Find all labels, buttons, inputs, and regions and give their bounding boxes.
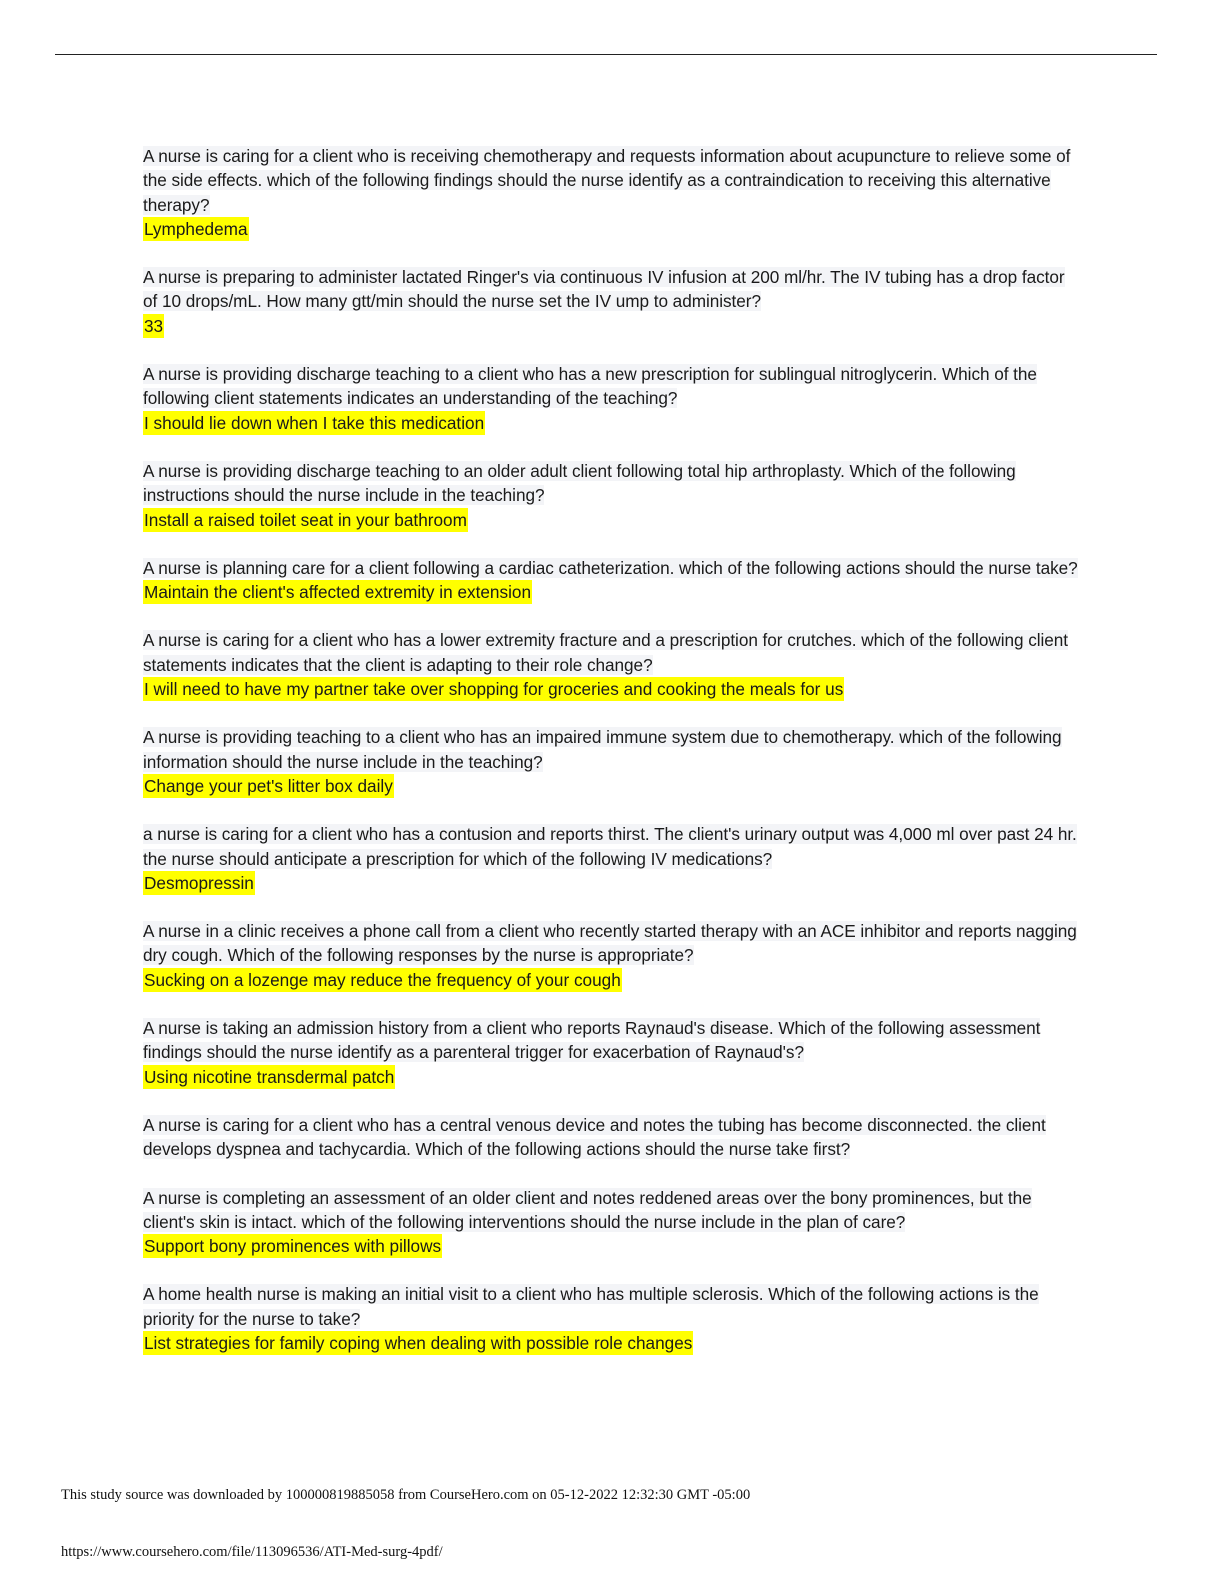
question-list bbox=[143, 144, 1078, 1379]
qa-item bbox=[143, 362, 1078, 435]
qa-item bbox=[143, 822, 1078, 895]
answer-highlight: Maintain the client's affected extremity in extension bbox=[143, 580, 532, 604]
source-url: https://www.coursehero.com/file/113096536/ATI-Med-surg-4pdf/ bbox=[61, 1544, 443, 1560]
download-source-notice: This study source was downloaded by 100000819885058 from CourseHero.com on 05-12-2022 12:32:30 GMT -05:00 bbox=[61, 1487, 751, 1503]
qa-item bbox=[143, 1113, 1078, 1162]
question-text: A nurse in a clinic receives a phone call from a client who recently started therapy with an ACE inhibitor and reports nagging dry cough. Which of the following responses by the nurse is appropriate? bbox=[143, 921, 1077, 966]
answer-highlight: Sucking on a lozenge may reduce the frequency of your cough bbox=[143, 968, 622, 992]
question-text: A nurse is completing an assessment of an older client and notes reddened areas over the bony prominences, but the client's skin is intact. which of the following interventions should the nurse include in the plan of care? bbox=[143, 1187, 1032, 1232]
qa-item bbox=[143, 919, 1078, 992]
question-text: A nurse is providing discharge teaching to a client who has a new prescription for sublingual nitroglycerin. Which of the following client statements indicates an understanding of the teaching? bbox=[143, 364, 1037, 409]
question-text: A nurse is caring for a client who has a central venous device and notes the tubing has become disconnected. the client develops dyspnea and tachycardia. Which of the following actions should the nurse take first? bbox=[143, 1114, 1046, 1160]
top-rule bbox=[55, 54, 1157, 55]
answer-highlight: Lymphedema bbox=[143, 217, 249, 241]
answer-highlight: I should lie down when I take this medication bbox=[143, 411, 485, 435]
qa-item bbox=[143, 459, 1078, 532]
qa-item bbox=[143, 1016, 1078, 1089]
qa-item bbox=[143, 628, 1078, 701]
question-text: A nurse is providing discharge teaching to an older adult client following total hip arthroplasty. Which of the following instructions should the nurse include in the teaching? bbox=[143, 460, 1016, 506]
answer-highlight: Using nicotine transdermal patch bbox=[143, 1065, 395, 1089]
answer-highlight: I will need to have my partner take over shopping for groceries and cooking the meals for us bbox=[143, 677, 844, 701]
answer-highlight: Change your pet's litter box daily bbox=[143, 774, 394, 798]
question-text: A nurse is caring for a client who is receiving chemotherapy and requests information about acupuncture to relieve some of the side effects. which of the following findings should the nurse identify as a contraindication to receiving this alternative therapy? bbox=[143, 146, 1071, 215]
question-text: A home health nurse is making an initial visit to a client who has multiple sclerosis. Which of the following actions is the priority for the nurse to take? bbox=[143, 1284, 1039, 1329]
qa-item bbox=[143, 556, 1078, 605]
answer-highlight: Desmopressin bbox=[143, 871, 255, 895]
qa-item bbox=[143, 265, 1078, 338]
qa-item bbox=[143, 1186, 1078, 1259]
qa-item bbox=[143, 144, 1078, 241]
question-text: A nurse is planning care for a client following a cardiac catheterization. which of the following actions should the nurse take? bbox=[143, 557, 1078, 578]
answer-highlight: List strategies for family coping when dealing with possible role changes bbox=[143, 1331, 693, 1355]
question-text: A nurse is preparing to administer lactated Ringer's via continuous IV infusion at 200 ml/hr. The IV tubing has a drop factor of 10 drops/mL. How many gtt/min should the nurse set the IV ump to administer? bbox=[143, 267, 1065, 312]
answer-highlight: Support bony prominences with pillows bbox=[143, 1234, 442, 1258]
question-text: A nurse is caring for a client who has a lower extremity fracture and a prescription for crutches. which of the following client statements indicates that the client is adapting to their role change? bbox=[143, 630, 1069, 675]
qa-item bbox=[143, 1282, 1078, 1355]
qa-item bbox=[143, 725, 1078, 798]
answer-highlight: 33 bbox=[143, 314, 164, 338]
question-text: A nurse is providing teaching to a client who has an impaired immune system due to chemotherapy. which of the following information should the nurse include in the teaching? bbox=[143, 727, 1062, 772]
answer-highlight: Install a raised toilet seat in your bathroom bbox=[143, 508, 468, 532]
question-text: A nurse is taking an admission history from a client who reports Raynaud's disease. Which of the following assessment findings should the nurse identify as a parenteral trigger for exacerbation of Raynaud's? bbox=[143, 1018, 1041, 1063]
question-text: a nurse is caring for a client who has a contusion and reports thirst. The client's urinary output was 4,000 ml over past 24 hr. the nurse should anticipate a prescription for which of the following IV medications? bbox=[143, 824, 1077, 869]
